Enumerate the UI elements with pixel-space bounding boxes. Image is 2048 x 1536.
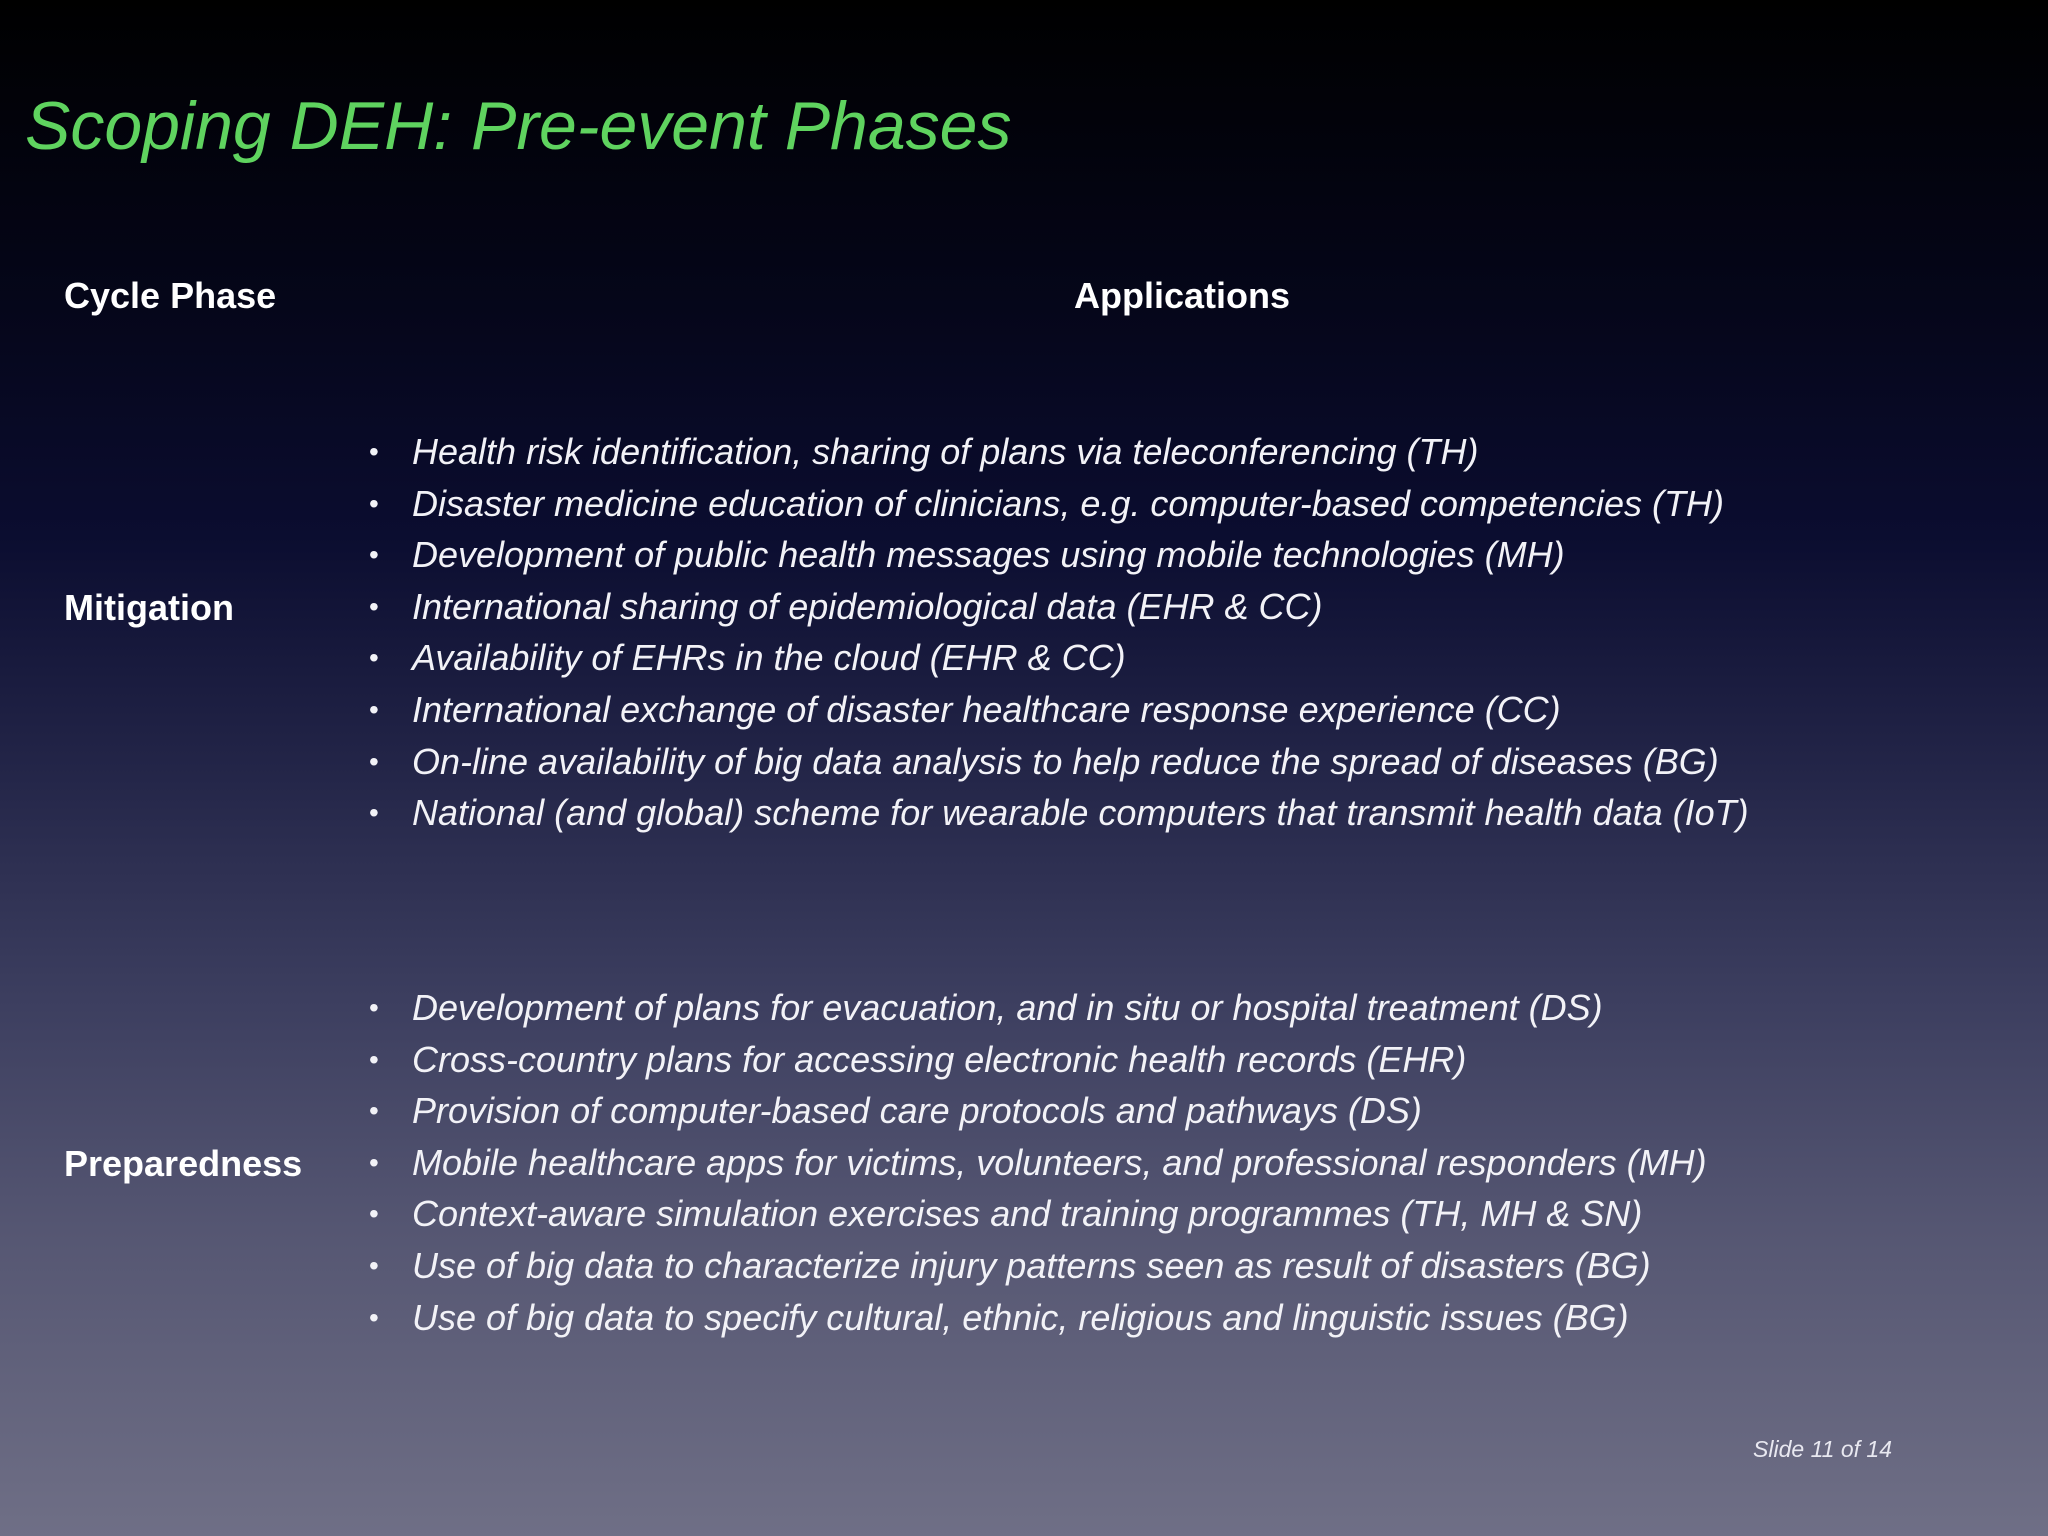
- bullet-icon: •: [369, 693, 379, 725]
- bullet-icon: •: [369, 539, 379, 571]
- phase-label-preparedness: Preparedness: [64, 1143, 303, 1184]
- bullet-icon: •: [369, 436, 379, 467]
- list-item: • Health risk identification, sharing of plans via teleconferencing (TH): [362, 426, 1749, 478]
- list-item: • National (and global) scheme for wearable computers that transmit health data (IoT): [362, 787, 1749, 839]
- bullet-icon: •: [369, 797, 379, 829]
- list-item: • Mobile healthcare apps for victims, volunteers, and professional responders (MH): [362, 1137, 1707, 1189]
- list-item: • International sharing of epidemiological data (EHR & CC): [362, 581, 1749, 633]
- list-item: • Cross-country plans for accessing electronic health records (EHR): [362, 1034, 1707, 1086]
- bullet-icon: •: [369, 745, 379, 777]
- list-item: • Disaster medicine education of clinicians, e.g. computer-based competencies (TH): [362, 478, 1749, 530]
- slide-title: Scoping DEH: Pre-event Phases: [25, 88, 1012, 164]
- bullet-icon: •: [369, 1301, 379, 1333]
- bullet-icon: •: [369, 1198, 379, 1230]
- list-item: • Development of public health messages using mobile technologies (MH): [362, 529, 1749, 581]
- column-header-cycle-phase: Cycle Phase: [64, 275, 277, 316]
- preparedness-applications-list: [362, 982, 1707, 1343]
- bullet-icon: •: [369, 1249, 379, 1281]
- slide-number: Slide 11 of 14: [1753, 1436, 1892, 1462]
- list-item: • On-line availability of big data analysis to help reduce the spread of diseases (BG): [362, 736, 1749, 788]
- column-header-applications: Applications: [1074, 275, 1291, 316]
- bullet-icon: •: [369, 642, 379, 674]
- mitigation-applications-list: [362, 426, 1749, 839]
- list-item: • International exchange of disaster healthcare response experience (CC): [362, 684, 1749, 736]
- list-item: • Use of big data to characterize injury patterns seen as result of disasters (BG): [362, 1240, 1707, 1292]
- list-item: • Provision of computer-based care protocols and pathways (DS): [362, 1085, 1707, 1137]
- bullet-icon: •: [369, 1043, 379, 1075]
- bullet-icon: •: [369, 590, 379, 622]
- bullet-icon: •: [369, 1095, 379, 1127]
- bullet-icon: •: [369, 1146, 379, 1178]
- list-item: • Availability of EHRs in the cloud (EHR & CC): [362, 632, 1749, 684]
- list-item: • Context-aware simulation exercises and training programmes (TH, MH & SN): [362, 1188, 1707, 1240]
- phase-label-mitigation: Mitigation: [64, 587, 234, 628]
- bullet-icon: •: [369, 487, 379, 519]
- list-item: • Development of plans for evacuation, and in situ or hospital treatment (DS): [362, 982, 1707, 1034]
- list-item: • Use of big data to specify cultural, ethnic, religious and linguistic issues (BG): [362, 1292, 1707, 1344]
- bullet-icon: •: [369, 992, 379, 1023]
